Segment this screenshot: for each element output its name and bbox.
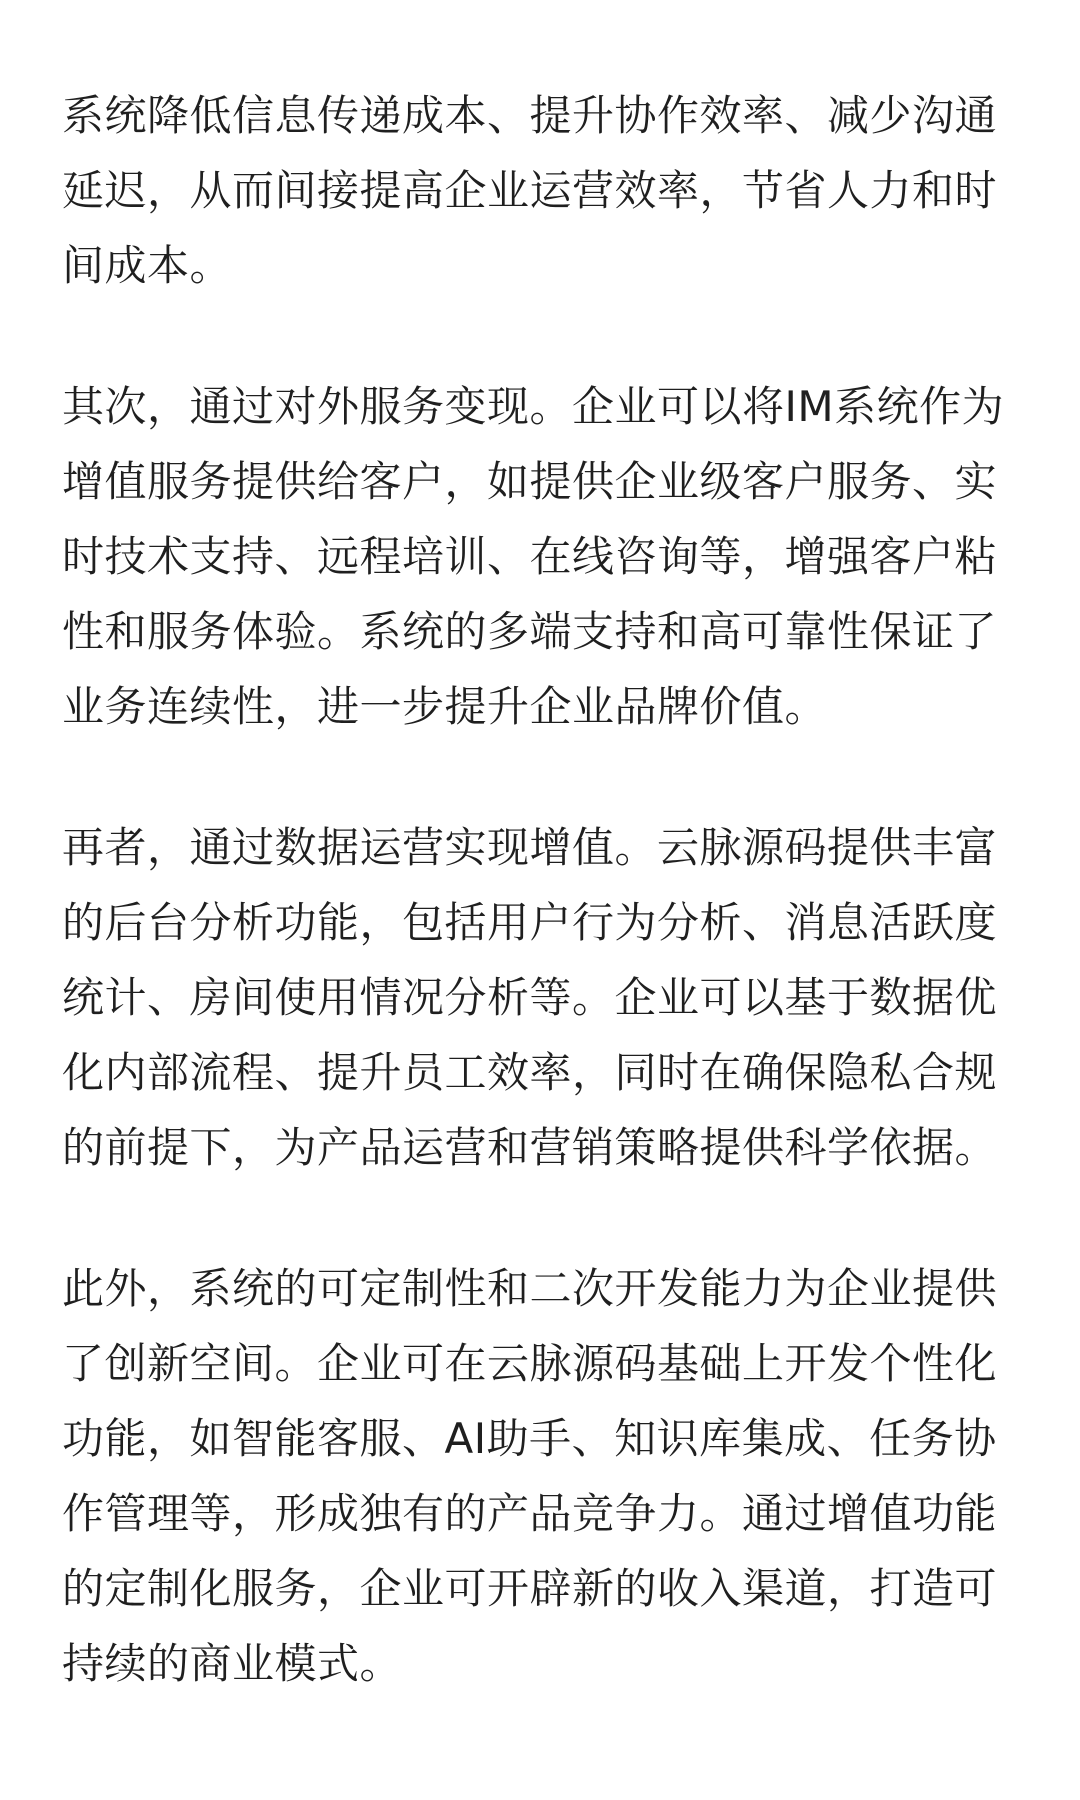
- text-line: 业务连续性，进一步提升企业品牌价值。: [62, 682, 828, 731]
- text-line: 时技术支持、远程培训、在线咨询等，增强客户粘: [62, 532, 998, 581]
- text-line: 其次，通过对外服务变现。企业可以将IM系统作为: [62, 382, 1005, 431]
- paragraph-service-monetization: [62, 369, 1030, 744]
- text-line: 持续的商业模式。: [62, 1639, 403, 1688]
- text-line: 的后台分析功能，包括用户行为分析、消息活跃度: [62, 898, 998, 947]
- text-line: 功能，如智能客服、AI助手、知识库集成、任务协: [62, 1414, 997, 1463]
- text-line: 增值服务提供给客户，如提供企业级客户服务、实: [62, 457, 998, 506]
- text-line: 系统降低信息传递成本、提升协作效率、减少沟通: [62, 91, 998, 140]
- paragraph-data-operations: [62, 810, 1030, 1185]
- paragraph-customization: [62, 1251, 1030, 1701]
- text-line: 的前提下，为产品运营和营销策略提供科学依据。: [62, 1123, 998, 1172]
- text-line: 统计、房间使用情况分析等。企业可以基于数据优: [62, 973, 998, 1022]
- text-line: 的定制化服务，企业可开辟新的收入渠道，打造可: [62, 1564, 998, 1613]
- paragraph-cost-reduction: [62, 78, 1030, 303]
- text-line: 再者，通过数据运营实现增值。云脉源码提供丰富: [62, 823, 998, 872]
- text-line: 延迟，从而间接提高企业运营效率，节省人力和时: [62, 166, 998, 215]
- text-line: 作管理等，形成独有的产品竞争力。通过增值功能: [62, 1489, 998, 1538]
- article-body: [62, 78, 1030, 1767]
- text-line: 化内部流程、提升员工效率，同时在确保隐私合规: [62, 1048, 998, 1097]
- text-line: 间成本。: [62, 241, 233, 290]
- text-line: 性和服务体验。系统的多端支持和高可靠性保证了: [62, 607, 998, 656]
- text-line: 此外，系统的可定制性和二次开发能力为企业提供: [62, 1264, 998, 1313]
- text-line: 了创新空间。企业可在云脉源码基础上开发个性化: [62, 1339, 998, 1388]
